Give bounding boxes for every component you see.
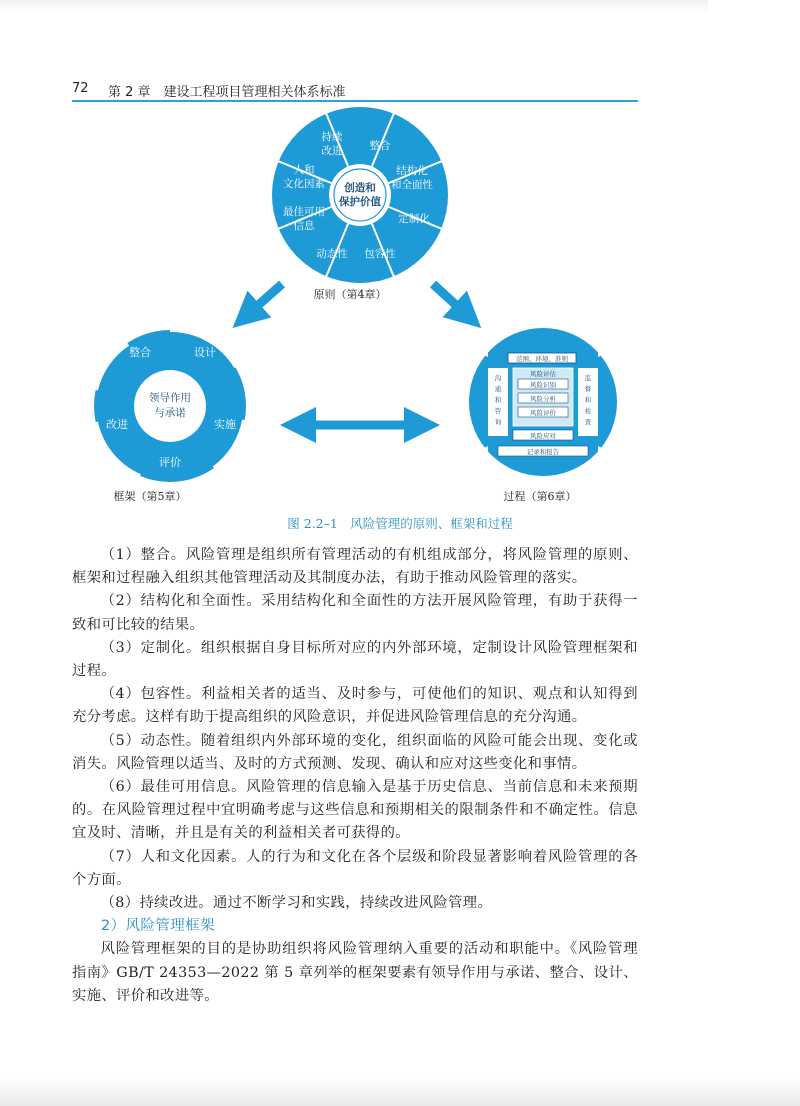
framework-center-line1: 领导作用 xyxy=(149,392,191,404)
process-scope-text: 范围、环境、准则 xyxy=(516,355,568,363)
connector-arrows xyxy=(246,284,468,425)
page-number: 72 xyxy=(72,81,89,96)
process-assessment-title: 风险评估 xyxy=(530,370,556,378)
process-communicate-c5: 询 xyxy=(494,418,502,426)
process-step-analyze: 风险分析 xyxy=(530,395,556,403)
process-monitor-c5: 查 xyxy=(584,418,592,426)
process-step-identify: 风险识别 xyxy=(530,381,556,389)
framework-center-line2: 与承诺 xyxy=(154,407,186,419)
process-monitor-c1: 监 xyxy=(584,374,592,382)
principles-center-line1: 创造和 xyxy=(344,182,376,194)
scan-bottom-edge xyxy=(0,1078,800,1106)
section-heading: 2）风险管理框架 xyxy=(101,918,215,935)
process-label: 过程（第6章） xyxy=(503,490,577,503)
process-diagram xyxy=(469,328,617,503)
process-communicate-c3: 和 xyxy=(494,396,502,404)
chapter-title: 第 2 章 建设工程项目管理相关体系标准 xyxy=(108,85,346,100)
arrow-principles-to-framework xyxy=(246,284,282,316)
paragraph-integration: （1）整合。风险管理是组织所有管理活动的有机组成部分，将风险管理的原则、框架和过程融入组织其他管理活动及其制度办法，有助于推动风险管理的落实。 xyxy=(72,547,638,587)
paragraph-structured: （2）结构化和全面性。采用结构化和全面性的方法开展风险管理，有助于获得一致和可比较的结果。 xyxy=(72,593,638,633)
process-record-arrow-left xyxy=(480,446,488,454)
framework-center-disc xyxy=(134,370,206,442)
body-text xyxy=(72,544,653,1008)
risk-management-figure xyxy=(0,0,800,520)
process-communicate-c1: 沟 xyxy=(494,374,502,382)
principle-best-info-l2: 信息 xyxy=(293,220,315,232)
principle-best-info-l1: 最佳可用 xyxy=(283,206,325,218)
process-step-evaluate: 风险评价 xyxy=(530,409,556,417)
principle-customized: 定制化 xyxy=(398,213,430,225)
principle-inclusive: 包容性 xyxy=(364,248,396,260)
paragraph-dynamic: （5）动态性。随着组织内外部环境的变化，组织面临的风险可能会出现、变化或消失。风险管理以适当、及时的方式预测、发现、确认和应对这些变化和事情。 xyxy=(72,732,638,772)
framework-integration: 整合 xyxy=(129,346,151,359)
principle-integration: 整合 xyxy=(369,140,391,152)
principle-human-culture-l1: 人和 xyxy=(293,164,315,176)
process-record: 记录和报告 xyxy=(526,448,560,456)
principles-wheel xyxy=(272,107,448,301)
framework-wheel xyxy=(94,330,246,503)
paragraph-human-culture: （7）人和文化因素。人的行为和文化在各个层级和阶段显著影响着风险管理的各个方面。 xyxy=(72,848,638,888)
figure-caption: 图 2.2–1 风险管理的原则、框架和过程 xyxy=(287,516,513,531)
principles-center-line2: 保护价值 xyxy=(339,196,381,208)
principles-label: 原则（第4章） xyxy=(313,288,387,301)
framework-implementation: 实施 xyxy=(214,418,236,431)
arrow-principles-to-process xyxy=(433,284,468,316)
principle-dynamic: 动态性 xyxy=(316,248,348,260)
principle-structured-l2: 和全面性 xyxy=(391,179,433,191)
principle-continuous-improvement-l1: 持续 xyxy=(321,131,343,143)
principle-human-culture-l2: 文化因素 xyxy=(283,178,325,190)
process-monitor-c4: 检 xyxy=(584,407,592,415)
process-record-arrow-right xyxy=(598,446,606,454)
process-monitor-c3: 和 xyxy=(584,396,592,404)
process-scope-arrow-right xyxy=(598,349,606,357)
paragraph-customized: （3）定制化。组织根据自身目标所对应的内外部环境，定制设计风险管理框架和过程。 xyxy=(72,639,638,680)
paragraph-inclusive: （4）包容性。利益相关者的适当、及时参与，可使他们的知识、观点和认知得到充分考虑。这样有助于提高组织的风险意识，并促进风险管理信息的充分沟通。 xyxy=(72,686,638,726)
principle-continuous-improvement-l2: 改进 xyxy=(321,145,343,157)
paragraph-best-info: （6）最佳可用信息。风险管理的信息输入是基于历史信息、当前信息和未来预期的。在风险管理过程中宜明确考虑与这些信息和预期相关的限制条件和不确定性。信息宜及时、清晰，并且是有关的利益相关者可获得的。 xyxy=(72,779,638,842)
process-communicate-c4: 咨 xyxy=(494,407,502,415)
framework-label: 框架（第5章） xyxy=(113,490,187,503)
framework-improvement: 改进 xyxy=(106,418,128,431)
framework-design: 设计 xyxy=(194,346,216,359)
principle-structured-l1: 结构化 xyxy=(396,165,428,177)
process-treatment: 风险应对 xyxy=(530,432,556,440)
paragraph-continuous-improvement: （8）持续改进。通过不断学习和实践，持续改进风险管理。 xyxy=(100,895,493,912)
process-monitor-c2: 督 xyxy=(584,385,592,393)
framework-evaluation: 评价 xyxy=(159,456,181,469)
process-scope-arrow-left xyxy=(480,349,488,357)
process-communicate-c2: 通 xyxy=(494,385,502,393)
paragraph-framework-intro: 风险管理框架的目的是协助组织将风险管理纳入重要的活动和职能中。《风险管理 指南》GB/T 24353—2022 第 5 章列举的框架要素有领导作用与承诺、整合、设计、实施、评价和改进等。 xyxy=(72,941,653,1004)
principles-center-disc xyxy=(329,164,391,226)
